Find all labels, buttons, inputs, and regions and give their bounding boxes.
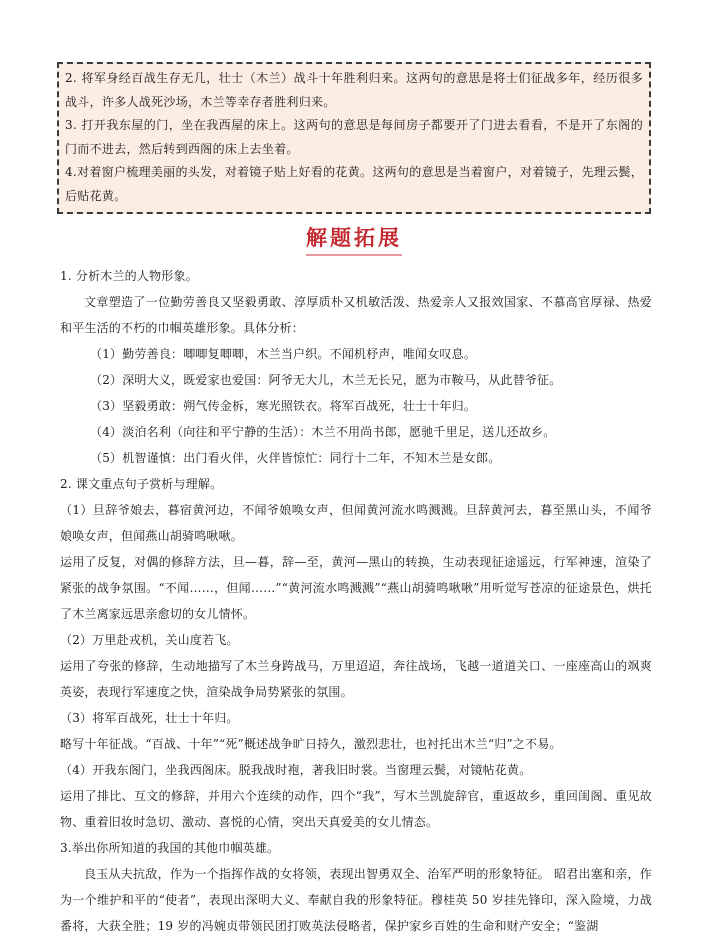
q2-analysis-3: 略写十年征战。“百战、十年”“死”概述战争旷日持久，激烈悲壮，也衬托出木兰“归”之不易。	[60, 737, 562, 751]
q1-point-4: （4）淡泊名利（向往和平宁静的生活）：木兰不用尚书郎，愿驰千里足，送儿还故乡。	[90, 425, 556, 439]
q2-analysis-2: 运用了夸张的修辞，生动地描写了木兰身跨战马，万里迢迢，奔往战场，飞越一道道关口、一座座高山的飒爽英姿，表现行军速度之快，渲染战争局势紧张的氛围。	[60, 659, 652, 699]
q1-point-5: （5）机智谨慎：出门看火伴，火伴皆惊忙：同行十二年，不知木兰是女郎。	[90, 451, 501, 465]
section-heading	[0, 222, 708, 256]
q2-title: 2. 课文重点句子赏析与理解。	[60, 477, 223, 491]
q2-analysis-4: 运用了排比、互文的修辞，并用六个连续的动作，四个“我”，写木兰凯旋辞官，重返故乡，重回闺阁、重见故物、重着旧妆时急切、激动、喜悦的心情，突出天真爱美的女儿情态。	[60, 789, 652, 829]
translation-box	[57, 62, 651, 214]
q2-analysis-1: 运用了反复，对偶的修辞方法，旦—暮，辞—至，黄河—黑山的转换，生动表现征途遥远，行军神速，渲染了紧张的战争氛围。“不闻……，但闻……”“黄河流水鸣溅溅”“燕山胡骑鸣啾啾”用听觉写苍凉的征途景色，烘托了木兰离家远思亲愈切的女儿情怀。	[60, 555, 652, 621]
q1-point-3: （3）坚毅勇敢：朔气传金柝，寒光照铁衣。将军百战死，壮士十年归。	[90, 399, 477, 413]
q2-sentence-2: （2）万里赴戎机，关山度若飞。	[60, 633, 239, 647]
q1-intro: 文章塑造了一位勤劳善良又坚毅勇敢、淳厚质朴又机敏活泼、热爱亲人又报效国家、不慕高官厚禄、热爱和平生活的不朽的巾帼英雄形象。具体分析：	[60, 295, 652, 335]
section-title: 解题拓展	[306, 222, 402, 256]
box-item-4: 4.对着窗户梳理美丽的头发，对着镜子贴上好看的花黄。这两句的意思是当着窗户，对着镜子，先理云鬓，后贴花黄。	[65, 165, 643, 203]
q3-text: 良玉从夫抗敌，作为一个指挥作战的女将领，表现出智勇双全、治军严明的形象特征。 昭君出塞和亲，作为一个维护和平的“使者”，表现出深明大义、奉献自我的形象特征。穆桂英 50 岁挂先锋印，深入险境，力战番将，大获全胜；19 岁的冯婉贞带领民团打败英法侵略者，保护家乡百姓的生命和财产安全；“鉴湖	[60, 867, 652, 933]
q2-sentence-3: （3）将军百战死，壮士十年归。	[60, 711, 239, 725]
q2-sentence-4: （4）开我东阁门，坐我西阁床。脱我战时袍，著我旧时裳。当窗理云鬓，对镜帖花黄。	[60, 763, 532, 777]
q1-title: 1. 分析木兰的人物形象。	[60, 269, 198, 283]
q1-point-1: （1）勤劳善良：唧唧复唧唧，木兰当户织。不闻机杼声，唯闻女叹息。	[90, 347, 477, 361]
box-item-2: 2. 将军身经百战生存无几，壮士（木兰）战斗十年胜利归来。这两句的意思是将士们征战多年，经历很多战斗，许多人战死沙场，木兰等幸存者胜利归来。	[65, 71, 643, 109]
q1-point-2: （2）深明大义，既爱家也爱国：阿爷无大儿，木兰无长兄，愿为市鞍马，从此替爷征。	[90, 373, 562, 387]
box-item-3: 3. 打开我东屋的门，坐在我西屋的床上。这两句的意思是每间房子都要开了门进去看看，不是开了东阁的门而不进去，然后转到西阁的床上去坐着。	[65, 118, 643, 156]
q3-title: 3.举出你所知道的我国的其他巾帼英雄。	[60, 841, 280, 855]
q2-sentence-1: （1）旦辞爷娘去，暮宿黄河边，不闻爷娘唤女声，但闻黄河流水鸣溅溅。旦辞黄河去，暮至黑山头，不闻爷娘唤女声，但闻燕山胡骑鸣啾啾。	[60, 503, 652, 543]
content-body	[60, 263, 652, 939]
